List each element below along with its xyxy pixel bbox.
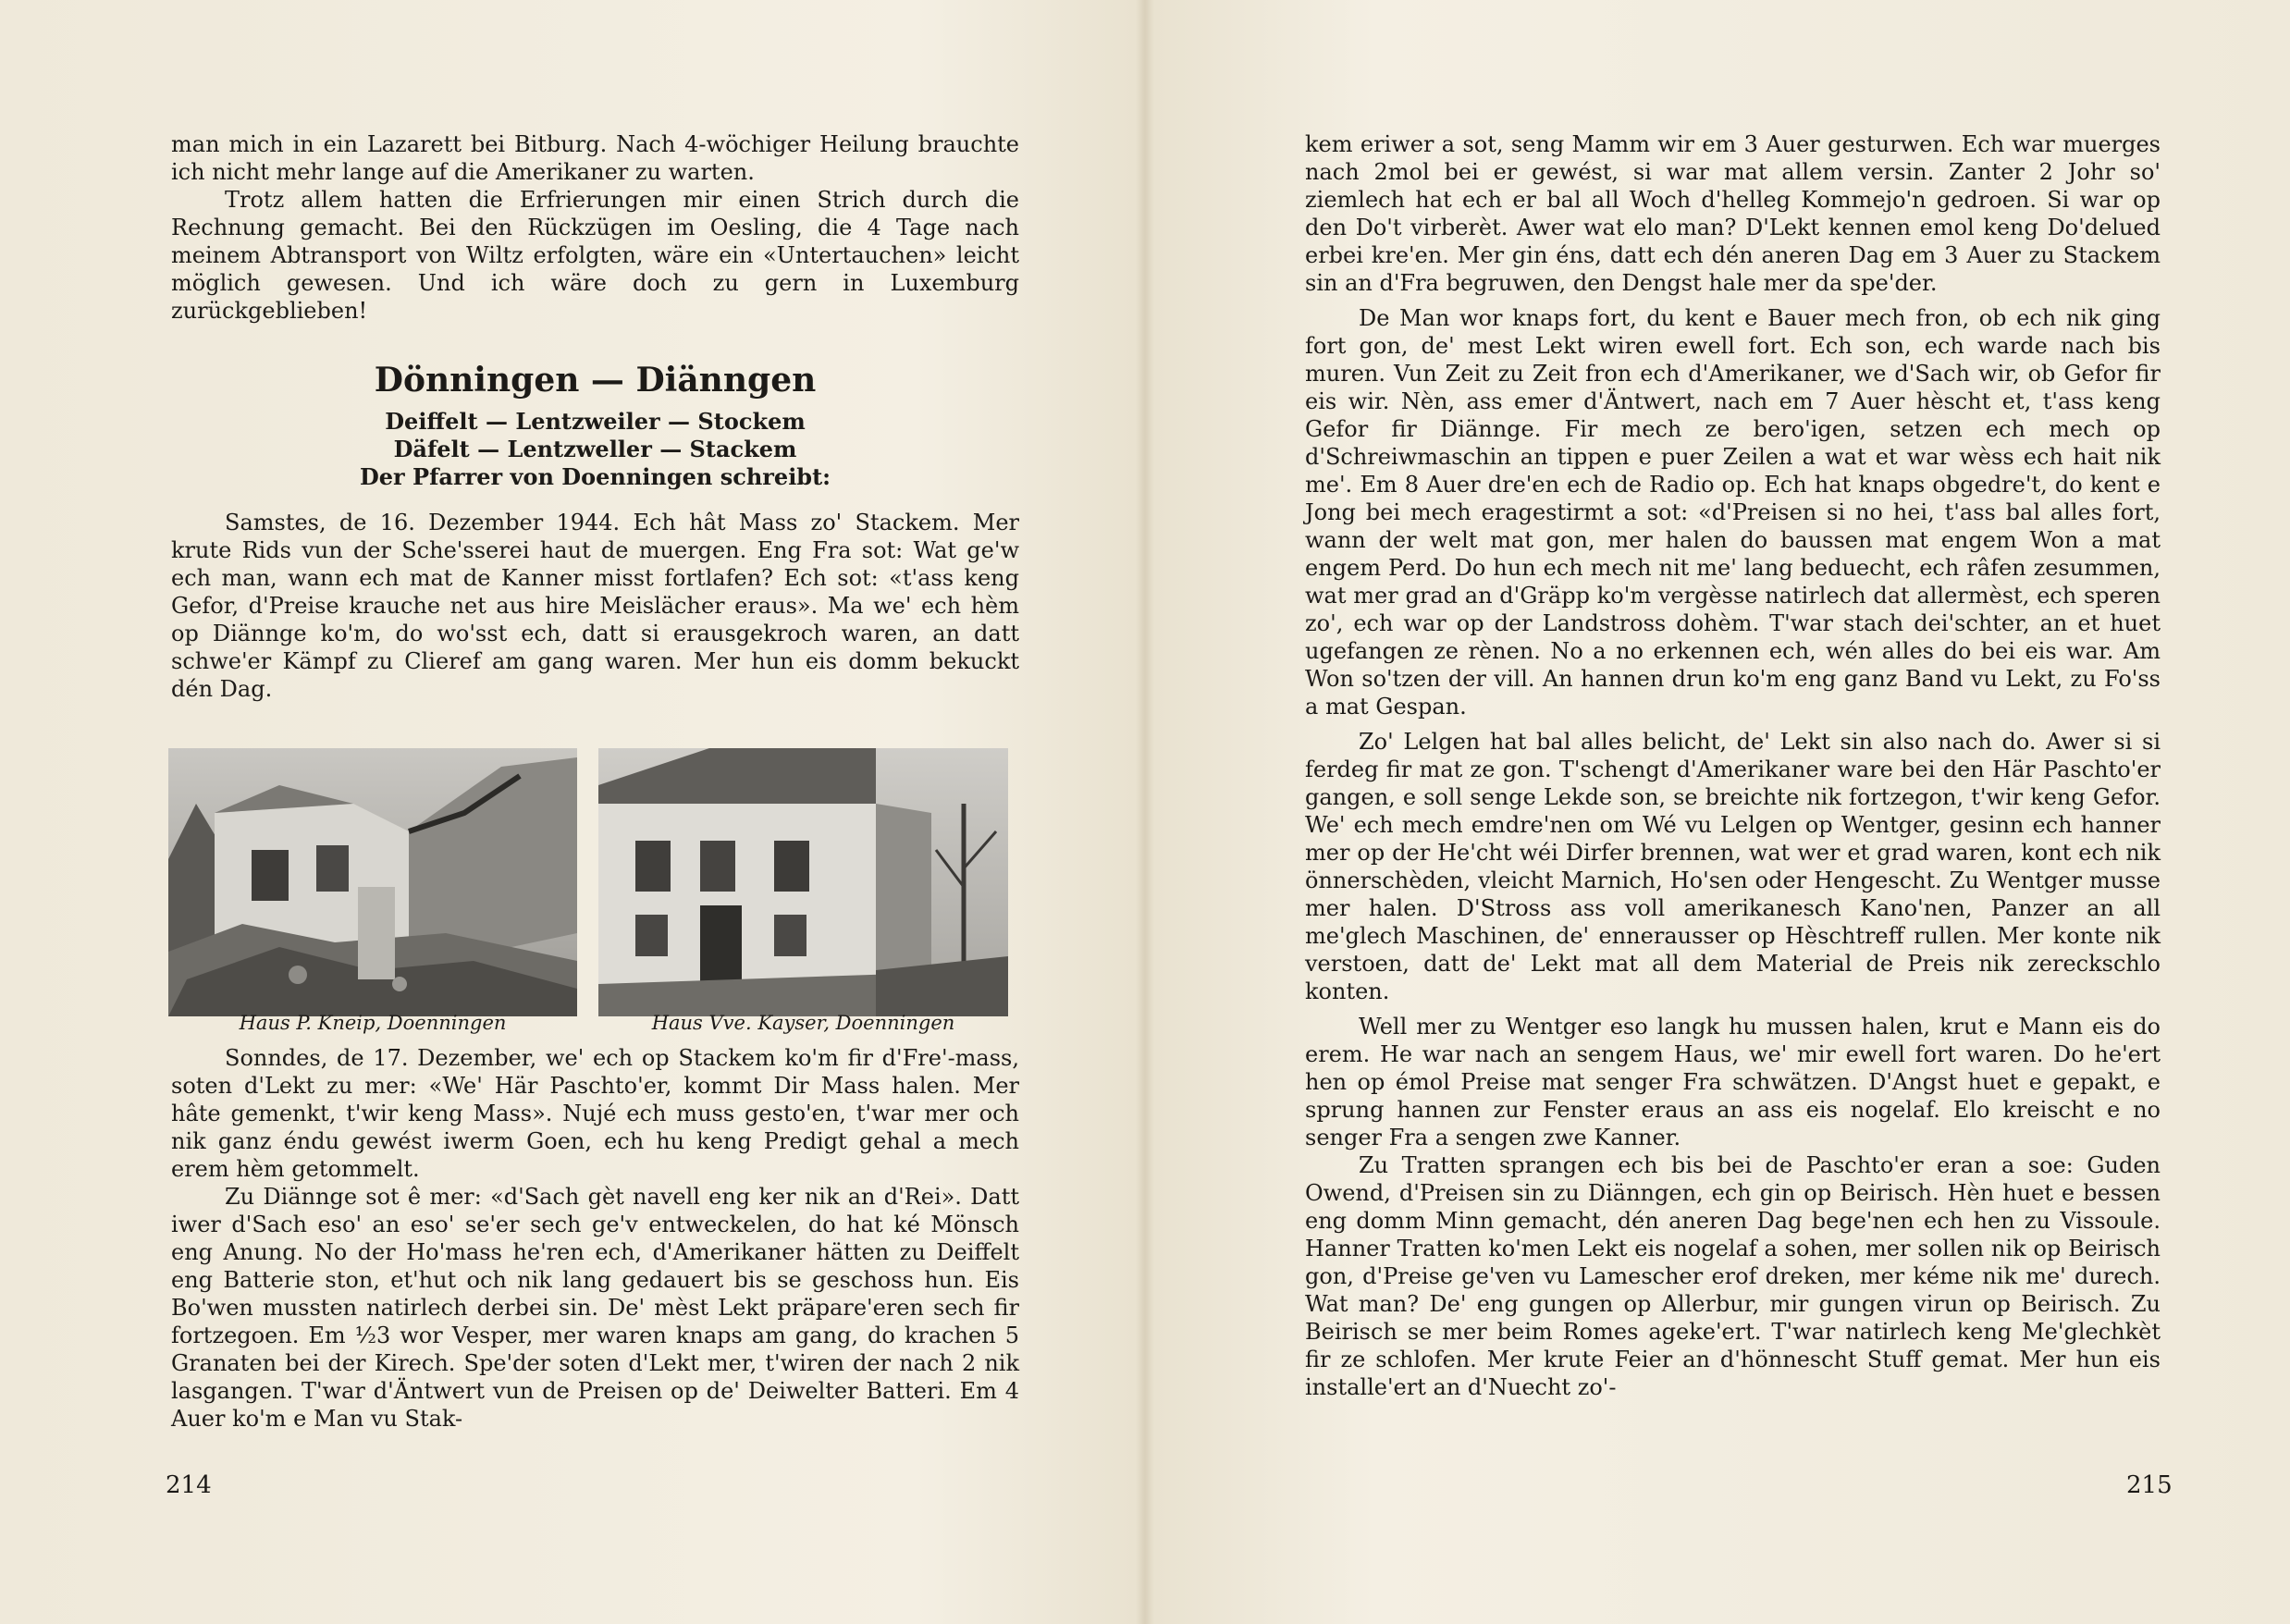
- paragraph: Well mer zu Wentger eso langk hu mussen halen, krut e Mann eis do erem. He war nach an sengem Haus, we' mir ewell fort waren. Do he'ert hen op émol Preise mat senger Fra schwätzen. D'Angst huet e gepakt, e sprung hannen zur Fenster eraus an ass eis nogelaf. Elo kreischt e no senger Fra a sengen zwe Kanner.: [1305, 1014, 2161, 1150]
- chapter-heading: [171, 360, 1019, 491]
- chapter-subtitle-2: Däfelt — Lentzweller — Stackem: [393, 436, 797, 462]
- page-number: 214: [166, 1471, 212, 1499]
- photo-haus-kneip: [168, 748, 577, 1016]
- photo-row: [168, 748, 1012, 1018]
- chapter-subtitle-3: Der Pfarrer von Doenningen schreibt:: [359, 463, 831, 490]
- left-body-after-photos: [171, 1044, 1019, 1433]
- paragraph: man mich in ein Lazarett bei Bitburg. Nach 4-wöchiger Heilung brauchte ich nicht mehr lange auf die Amerikaner zu warten.: [171, 131, 1019, 185]
- right-body-text: [1305, 130, 2161, 1401]
- paragraph: Samstes, de 16. Dezember 1944. Ech hât Mass zo' Stackem. Mer krute Rids vun der Sche'sserei haut de muergen. Eng Fra sot: Wat ge'w ech man, wann ech mat de Kanner misst fortlafen? Ech sot: «t'ass keng Gefor, d'Preise krauche net aus hire Meislächer eraus». Ma we' ech hèm op Diännge ko'm, do wo'sst ech, datt si erausgekroch waren, an datt schwe'er Kämpf zu Clieref am gang waren. Mer hun eis domm bekuckt dén Dag.: [171, 510, 1019, 702]
- left-top-text: [171, 130, 1019, 325]
- paragraph: Zo' Lelgen hat bal alles belicht, de' Lekt sin also nach do. Awer si si ferdeg fir mat ze gon. T'schengt d'Amerikaner ware bei den Här Paschto'er gangen, e soll senge Lekde son, se breichte nik fortzegon, t'wir keng Gefor. We' ech mech emdre'nen om Wé vu Lelgen op Wentger, gesinn ech hanner mer op der He'cht wéi Dirfer brennen, wat wer et grad waren, kont ech nik önnerschèden, vleicht Marnich, Ho'sen oder Hengescht. Zu Wentger musse mer halen. D'Stross ass voll amerikanesch Kano'nen, Panzer an all me'glech Maschinen, de' ennerausser op Hèschtreff rullen. Mer konte nik verstoen, datt de' Lekt mat all dem Material de Preis nik zereckschlo konten.: [1305, 729, 2161, 1004]
- right-page: [1145, 0, 2290, 1624]
- left-body-before-photos: [171, 509, 1019, 703]
- photo-caption-2: Haus Vve. Kayser, Doenningen: [651, 1012, 955, 1034]
- chapter-subtitle-1: Deiffelt — Lentzweiler — Stockem: [385, 408, 806, 435]
- paragraph: Zu Tratten sprangen ech bis bei de Paschto'er eran a soe: Guden Owend, d'Preisen sin zu Diänngen, ech gin op Beirisch. Hèn huet e bessen eng domm Minn gemacht, dén aneren Dag bege'nen ech hen zu Vissoule. Hanner Tratten ko'men Lekt eis nogelaf a sohen, mer sollen nik op Beirisch gon, d'Preise ge'ven vu Lamescher erof dreken, mer kéme nik me' durech. Wat man? De' eng gungen op Allerbur, mir gungen virun op Beirisch. Zu Beirisch se mer beim Romes ageke'ert. T'war natirlech keng Me'glechkèt fir ze schlofen. Mer krute Feier an d'hönnescht Stuff gemat. Mer hun eis installe'ert an d'Nuecht zo'-: [1305, 1152, 2161, 1400]
- paragraph: De Man wor knaps fort, du kent e Bauer mech fron, ob ech nik ging fort gon, de' mest Lekt wiren ewell fort. Ech son, ech warde nach bis muren. Vun Zeit zu Zeit fron ech d'Amerikaner, we d'Sach wir, ob Gefor fir eis wir. Nèn, ass emer d'Äntwert, nach em 7 Auer hèscht et, t'ass keng Gefor fir Diännge. Fir mech ze bero'igen, setzen ech mech op d'Schreiwmaschin an tippen e puer Zeilen a wat et war wèss ech hait nik me'. Em 8 Auer dre'en ech de Radio op. Ech hat knaps obgedre't, do kent e Jong bei mech eragestirmt a sot: «d'Preisen si no hei, t'ass bal alles fort, wann der welt mat gon, mer halen do baussen mat engem Won a mat engem Perd. Do hun ech mech nit me' lang beduecht, ech râfen zesummen, wat mer grad an d'Gräpp ko'm vergèsse natirlech dat allermèst, ech speren zo', ech war op der Landstross dohèm. T'war stach dei'schter, an et huet ugefangen ze rènen. No a no erkennen ech, wén alles do bei eis war. Am Won so'tzen der vill. An hannen drun ko'm eng ganz Band vu Lekt, zu Fo'ss a mat Gespan.: [1305, 305, 2161, 720]
- paragraph: Zu Diännge sot ê mer: «d'Sach gèt navell eng ker nik an d'Rei». Datt iwer d'Sach eso' an eso' se'er sech ge'v entweckelen, do hat ké Mönsch eng Anung. No der Ho'mass he'ren ech, d'Amerikaner hätten zu Deiffelt eng Batterie ston, et'hut och nik lang gedauert bis se geschoss hun. Eis Bo'wen mussten natirlech derbei sin. De' mèst Lekt präpare'eren sech fir fortzegoen. Em ½3 wor Vesper, mer waren knaps am gang, do krachen 5 Granaten bei der Kirech. Spe'der soten d'Lekt mer, t'wiren der nach 2 nik lasgangen. T'war d'Äntwert vun de Preisen op de' Deiwelter Batteri. Em 4 Auer ko'm e Man vu Stak-: [171, 1184, 1019, 1432]
- paragraph: kem eriwer a sot, seng Mamm wir em 3 Auer gesturwen. Ech war muerges nach 2mol bei er gewést, si war mat allem versin. Zanter 2 Johr so' ziemlech hat ech er bal all Woch d'helleg Kommejo'n gedroen. Si war op den Do't virberèt. Awer wat elo man? D'Lekt kennen emol keng Do'delued erbei kre'en. Mer gin éns, datt ech dén aneren Dag em 3 Auer zu Stackem sin an d'Fra begruwen, den Dengst hale mer da spe'der.: [1305, 131, 2161, 296]
- photo-haus-kayser: [598, 748, 1008, 1016]
- chapter-title: Dönningen — Diänngen: [374, 361, 817, 400]
- page-number: 215: [2126, 1471, 2173, 1499]
- paragraph: Trotz allem hatten die Erfrierungen mir einen Strich durch die Rechnung gemacht. Bei den Rückzügen im Oesling, die 4 Tage nach meinem Abtransport von Wiltz erfolgten, wäre ein «Untertauchen» leicht möglich gewesen. Und ich wäre doch zu gern in Luxemburg zurückgeblieben!: [171, 187, 1019, 324]
- photo-caption-1: Haus P. Kneip, Doenningen: [239, 1012, 507, 1034]
- paragraph: Sonndes, de 17. Dezember, we' ech op Stackem ko'm fir d'Fre'-mass, soten d'Lekt zu mer: «We' Här Paschto'er, kommt Dir Mass halen. Mer hâte gemenkt, t'wir keng Mass». Nujé ech muss gesto'en, t'war mer och nik ganz éndu gewést iwerm Goen, ech hu keng Predigt gehal a mech erem hèm getommelt.: [171, 1045, 1019, 1182]
